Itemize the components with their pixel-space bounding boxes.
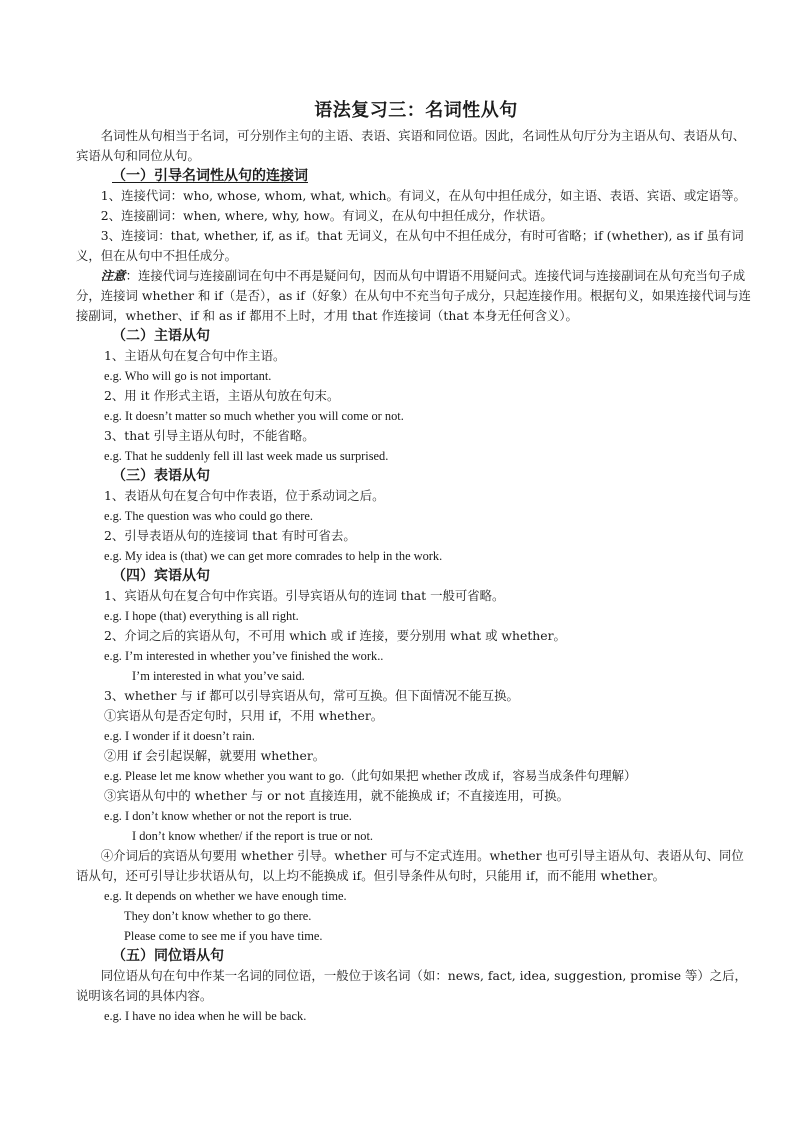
rule-item: 3、that 引导主语从句时，不能省略。 [104, 428, 315, 443]
rule-item: 2、介词之后的宾语从句，不可用 which 或 if 连接，要分别用 what 或 whether。 [104, 628, 566, 643]
example-sentence: e.g. That he suddenly fell ill last week made us surprised. [104, 449, 389, 463]
note-label: 注意 [100, 268, 126, 283]
note-paragraph [76, 266, 756, 326]
case-item: ①宾语从句是否定句时，只用 if，不用 whether。 [104, 708, 384, 723]
rule-item: 2、引导表语从句的连接词 that 有时可省去。 [104, 528, 356, 543]
example-sentence: I don’t know whether/ if the report is true or not. [132, 829, 373, 843]
section-heading-object-clause: （四）宾语从句 [112, 568, 210, 584]
section-heading-subject-clause: （二）主语从句 [112, 328, 210, 344]
case-item: ②用 if 会引起误解，就要用 whether。 [104, 748, 326, 763]
rule-item: 同位语从句在句中作某一名词的同位语，一般位于该名词（如：news, fact, idea, suggestion, promise 等）之后，说明该名词的具体内容。 [76, 968, 747, 1003]
rule-item: 1、宾语从句在复合句中作宾语。引导宾语从句的连词 that 一般可省略。 [104, 588, 505, 603]
example-sentence: e.g. It depends on whether we have enough time. [104, 889, 347, 903]
example-sentence: e.g. I hope (that) everything is all right. [104, 609, 299, 623]
rule-item: 1、主语从句在复合句中作主语。 [104, 348, 286, 363]
section-heading-connectives: （一）引导名词性从句的连接词 [112, 168, 308, 184]
case-item: ③宾语从句中的 whether 与 or not 直接连用，就不能换成 if；不直接连用，可换。 [104, 788, 570, 803]
example-sentence: I’m interested in what you’ve said. [132, 669, 305, 683]
connective-words: 3、连接词：that, whether, if, as if。that 无词义，在从句中不担任成分，有时可省略；if (whether), as if 虽有词义，但在从句中不担任成分。 [76, 228, 744, 263]
note-text: ：连接代词与连接副词在句中不再是疑问句，因而从句中谓语不用疑问式。连接代词与连接副词在从句充当句子成分，连接词 whether 和 if（是否），as if（好象）在从句中不充当句子成分，只起连接作用。根据句义，如果连接代词与连接副词，whether、if 和 as if 都用不上时，才用 that 作连接词（that 本身无任何含义）。 [76, 268, 751, 323]
case-item: ④介词后的宾语从句要用 whether 引导。whether 可与不定式连用。whether 也可引导主语从句、表语从句、同位语从句，还可引导让步状语从句，以上均不能换成 if。但引导条件从句时，只能用 if，而不能用 whether。 [76, 848, 744, 883]
example-sentence: e.g. The question was who could go there. [104, 509, 313, 523]
rule-item: 3、whether 与 if 都可以引导宾语从句，常可互换。但下面情况不能互换。 [104, 688, 519, 703]
section-heading-appositive-clause: （五）同位语从句 [112, 948, 224, 964]
example-sentence: e.g. I’m interested in whether you’ve finished the work.. [104, 649, 384, 663]
page-title: 语法复习三：名词性从句 [314, 100, 518, 121]
document-page [76, 96, 756, 1026]
intro-paragraph: 名词性从句相当于名词，可分别作主句的主语、表语、宾语和同位语。因此，名词性从句厅分为主语从句、表语从句、宾语从句和同位从句。 [76, 128, 746, 163]
rule-item: 1、表语从句在复合句中作表语，位于系动词之后。 [104, 488, 385, 503]
example-sentence: Please come to see me if you have time. [124, 929, 323, 943]
example-sentence: e.g. Please let me know whether you want to go.（此句如果把 whether 改成 if，容易当成条件句理解） [104, 769, 637, 783]
example-sentence: e.g. My idea is (that) we can get more comrades to help in the work. [104, 549, 443, 563]
example-sentence: e.g. It doesn’t matter so much whether you will come or not. [104, 409, 404, 423]
rule-item: 2、用 it 作形式主语，主语从句放在句末。 [104, 388, 340, 403]
example-sentence: e.g. Who will go is not important. [104, 369, 272, 383]
connective-pronouns: 1、连接代词：who, whose, whom, what, which。有词义，在从句中担任成分，如主语、表语、宾语、或定语等。 [100, 188, 746, 203]
example-sentence: e.g. I wonder if it doesn’t rain. [104, 729, 255, 743]
example-sentence: They don’t know whether to go there. [124, 909, 312, 923]
example-sentence: e.g. I have no idea when he will be back. [104, 1009, 307, 1023]
connective-adverbs: 2、连接副词：when, where, why, how。有词义，在从句中担任成分，作状语。 [100, 208, 553, 223]
section-heading-predicative-clause: （三）表语从句 [112, 468, 210, 484]
example-sentence: e.g. I don’t know whether or not the report is true. [104, 809, 352, 823]
